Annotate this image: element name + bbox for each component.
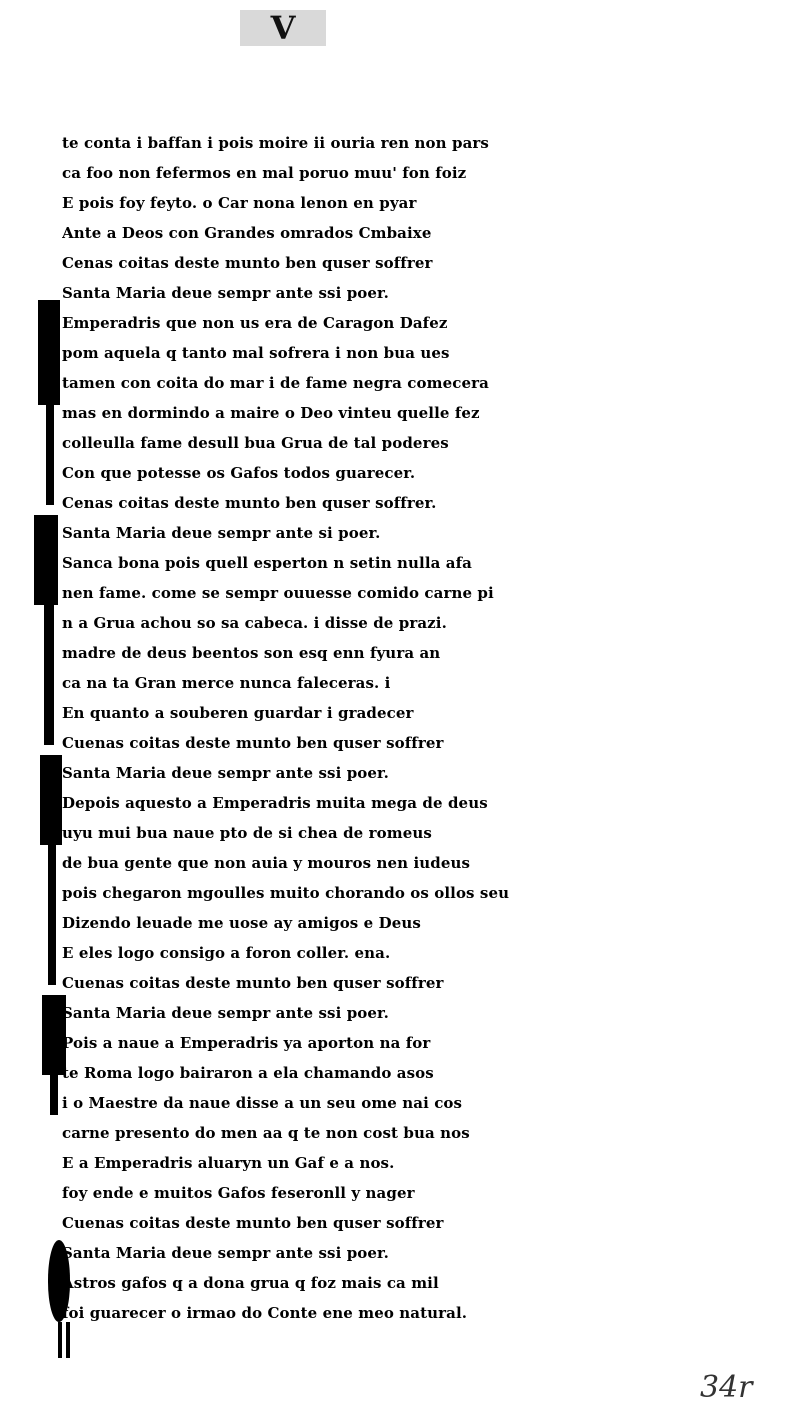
text-line: E eles logo consigo a foron coller. ena.	[62, 944, 391, 962]
folio-number: 34r	[700, 1370, 753, 1405]
text-line: te conta i baffan i pois moire ii ouria ren non pars	[62, 134, 489, 152]
text-line: foy ende e muitos Gafos feseronll y nager	[62, 1184, 415, 1202]
text-line: madre de deus beentos son esq enn fyura an	[62, 644, 441, 662]
text-line: i o Maestre da naue disse a un seu ome nai cos	[62, 1094, 463, 1112]
initial-tail	[44, 605, 54, 745]
text-line: carne presento do men aa q te non cost bua nos	[62, 1124, 470, 1142]
text-line: Cuenas coitas deste munto ben quser soffrer	[62, 1214, 444, 1232]
text-line: En quanto a souberen guardar i gradecer	[62, 704, 414, 722]
text-line: mas en dormindo a maire o Deo vinteu quelle fez	[62, 404, 480, 422]
text-line: foi guarecer o irmao do Conte ene meo natural.	[62, 1304, 468, 1322]
text-line: E pois foy feyto. o Car nona lenon en pyar	[62, 194, 417, 212]
text-line: Pois a naue a Emperadris ya aporton na for	[62, 1034, 431, 1052]
initial-tail	[50, 1075, 58, 1115]
text-line: de bua gente que non auia y mouros nen iudeus	[62, 854, 471, 872]
text-line: Santa Maria deue sempr ante ssi poer.	[62, 1244, 389, 1262]
text-line: Depois aquesto a Emperadris muita mega de deus	[62, 794, 488, 812]
text-line: Cuenas coitas deste munto ben quser soffrer	[62, 974, 444, 992]
text-line: ca na ta Gran merce nunca faleceras. i	[62, 674, 391, 692]
initial-tail	[48, 845, 56, 985]
initial-tail	[46, 405, 54, 505]
text-line: tamen con coita do mar i de fame negra comecera	[62, 374, 489, 392]
text-line: Con que potesse os Gafos todos guarecer.	[62, 464, 416, 482]
text-line: Cenas coitas deste munto ben quser soffrer.	[62, 494, 437, 512]
text-line: Sanca bona pois quell esperton n setin nulla afa	[62, 554, 472, 572]
text-line: Santa Maria deue sempr ante si poer.	[62, 524, 381, 542]
text-line: te Roma logo bairaron a ela chamando asos	[62, 1064, 434, 1082]
text-line: uyu mui bua naue pto de si chea de romeus	[62, 824, 432, 842]
header-letter: V	[270, 9, 296, 47]
text-column	[62, 128, 512, 1328]
text-line: ca foo non fefermos en mal poruo muu' fon foiz	[62, 164, 467, 182]
text-line: colleulla fame desull bua Grua de tal poderes	[62, 434, 449, 452]
text-line: Dizendo leuade me uose ay amigos e Deus	[62, 914, 421, 932]
header-ornament	[240, 10, 326, 46]
text-line: pom aquela q tanto mal sofrera i non bua ues	[62, 344, 450, 362]
decorated-initial	[34, 515, 58, 605]
text-line: Cenas coitas deste munto ben quser soffrer	[62, 254, 433, 272]
text-line: Emperadris que non us era de Caragon Dafez	[62, 314, 448, 332]
decorated-initial	[38, 300, 60, 405]
text-line: Ante a Deos con Grandes omrados Cmbaixe	[62, 224, 432, 242]
text-line: Cuenas coitas deste munto ben quser soffrer	[62, 734, 444, 752]
text-line: nen fame. come se sempr ouuesse comido carne pi	[62, 584, 494, 602]
text-line: n a Grua achou so sa cabeca. i disse de prazi.	[62, 614, 447, 632]
text-line: Santa Maria deue sempr ante ssi poer.	[62, 764, 389, 782]
text-line: pois chegaron mgoulles muito chorando os ollos seu	[62, 884, 510, 902]
decorated-initial	[40, 755, 62, 845]
text-line: E a Emperadris aluaryn un Gaf e a nos.	[62, 1154, 395, 1172]
text-line: Santa Maria deue sempr ante ssi poer.	[62, 284, 389, 302]
text-line: Astros gafos q a dona grua q foz mais ca mil	[62, 1274, 439, 1292]
text-line: Santa Maria deue sempr ante ssi poer.	[62, 1004, 389, 1022]
